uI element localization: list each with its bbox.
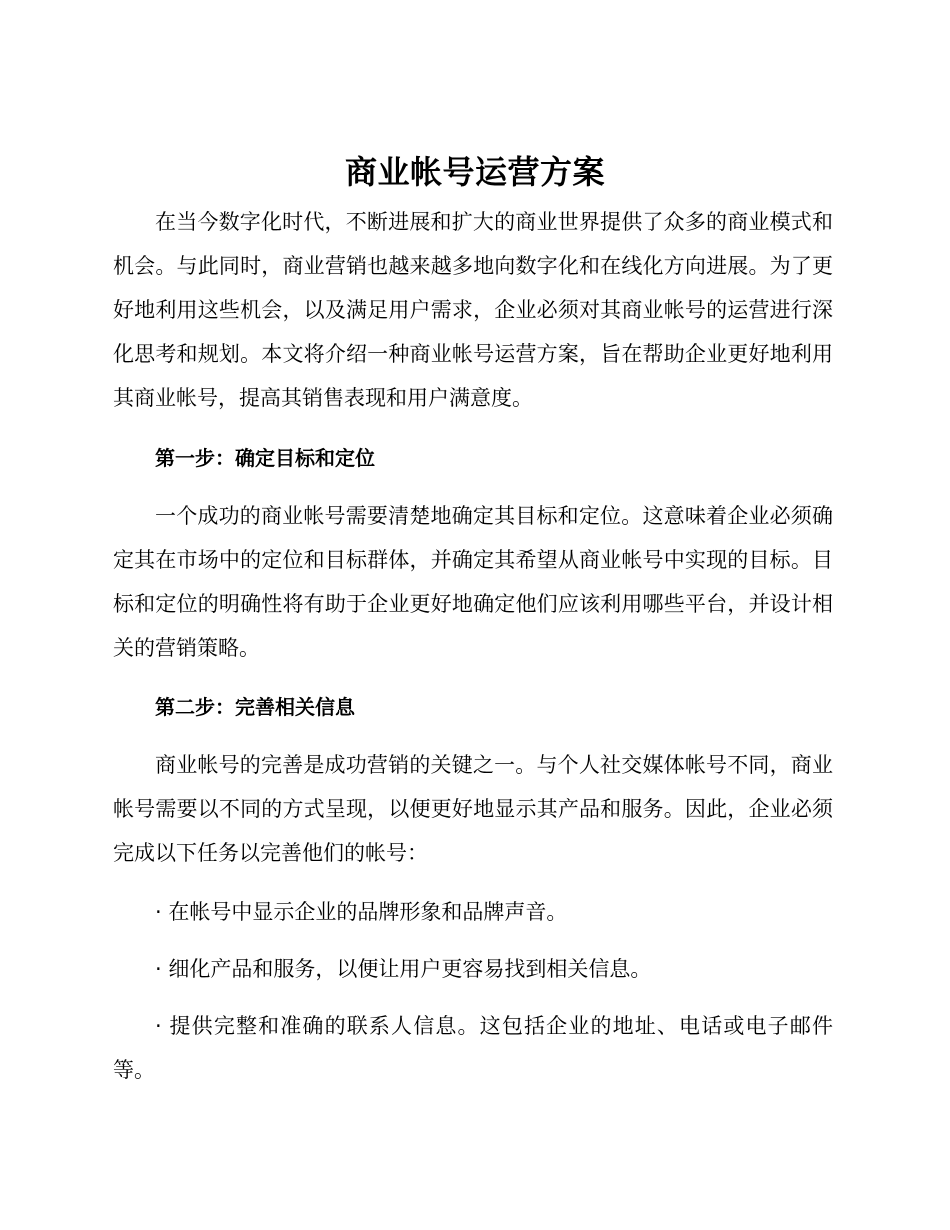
intro-paragraph: 在当今数字化时代，不断进展和扩大的商业世界提供了众多的商业模式和机会。与此同时，商业营销也越来越多地向数字化和在线化方向进展。为了更好地利用这些机会，以及满足用户需求，企业必须对其商业帐号的运营进行深化思考和规划。本文将介绍一种商业帐号运营方案，旨在帮助企业更好地利用其商业帐号，提高其销售表现和用户满意度。 [113,210,833,410]
bullet-item: · 提供完整和准确的联系人信息。这包括企业的地址、电话或电子邮件等。 [113,1014,833,1082]
bullet-item: · 在帐号中显示企业的品牌形象和品牌声音。 [155,900,568,924]
section-heading-step-1: 第一步：确定目标和定位 [155,446,375,470]
section-paragraph-step-2: 商业帐号的完善是成功营销的关键之一。与个人社交媒体帐号不同，商业帐号需要以不同的方式呈现，以便更好地显示其产品和服务。因此，企业必须完成以下任务以完善他们的帐号： [113,753,833,865]
section-paragraph-step-1: 一个成功的商业帐号需要清楚地确定其目标和定位。这意味着企业必须确定其在市场中的定位和目标群体，并确定其希望从商业帐号中实现的目标。目标和定位的明确性将有助于企业更好地确定他们应该利用哪些平台，并设计相关的营销策略。 [113,504,833,660]
bullet-item: · 细化产品和服务，以便让用户更容易找到相关信息。 [155,957,652,981]
section-heading-step-2: 第二步：完善相关信息 [155,695,355,719]
document-title: 商业帐号运营方案 [344,153,605,191]
